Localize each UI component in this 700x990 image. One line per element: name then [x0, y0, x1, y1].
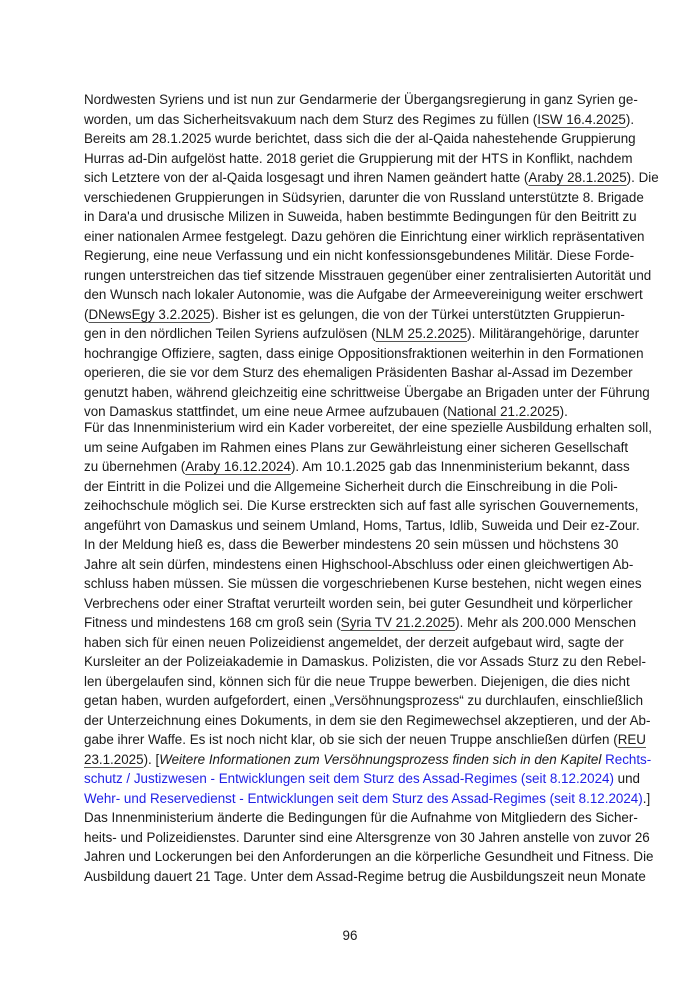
body-text: sich Letztere von der al-Qaida losgesagt und ihren Namen geändert hatte (	[84, 170, 529, 185]
text-line	[84, 652, 646, 672]
body-text: heits- und Polizeidienstes. Darunter sind eine Altersgrenze von 30 Jahren anstelle von zuvor 26	[84, 829, 650, 845]
source-citation-link[interactable]: 23.1.2025	[84, 751, 144, 767]
body-text: gabe ihrer Waffe. Es ist noch nicht klar, ob sie sich der neuen Truppe anschließen dürfen (	[84, 732, 618, 747]
source-citation-link[interactable]: ISW 16.4.2025	[537, 111, 626, 127]
body-text: ).	[559, 404, 568, 419]
body-text: ). Bisher ist es gelungen, die von der Türkei unterstützten Gruppierun-	[210, 306, 625, 322]
body-text: der Unterzeichnung eines Dokuments, in dem sie den Regimewechsel akzeptieren, und der Ab-	[84, 712, 651, 728]
source-citation-link[interactable]: REU	[617, 732, 646, 747]
page-number: 96	[342, 928, 358, 943]
body-text: ). Mehr als 200.000 Menschen	[455, 615, 637, 630]
text-line	[84, 535, 617, 555]
text-line	[84, 730, 646, 750]
source-citation-link[interactable]: National 21.2.2025	[447, 404, 560, 419]
text-line	[84, 168, 659, 188]
body-text: ).	[625, 111, 635, 127]
body-text: schluss haben müssen. Sie müssen die vorgeschriebenen Kurse bestehen, nicht wegen eines	[84, 576, 642, 591]
body-text: haben sich für einen neuen Polizeidienst angemeldet, der derzeit aufgebaut wird, sagte der	[84, 634, 624, 650]
body-text: Ausbildung dauert 21 Tage. Unter dem Assad-Regime betrug die Ausbildungszeit neun Monate	[84, 868, 646, 884]
body-text: ). [	[143, 751, 160, 767]
text-line	[84, 711, 651, 731]
body-text: worden, um das Sicherheitsvakuum nach dem Sturz des Regimes zu füllen (	[84, 111, 538, 127]
text-line	[84, 266, 652, 286]
text-line	[84, 555, 634, 575]
text-line	[84, 90, 638, 110]
body-text: Hurras ad-Din aufgelöst hatte. 2018 geriet die Gruppierung mit der HTS in Konflikt, nachdem	[84, 150, 633, 166]
body-text: (	[84, 306, 89, 322]
body-text: len übergelaufen sind, können sich für die neue Truppe bewerben. Diejenigen, die dies nicht	[84, 673, 630, 689]
body-text: zeihochschule möglich sei. Die Kurse erstreckten sich auf fast alle syrischen Gouvernements,	[84, 498, 639, 513]
body-text: Für das Innenministerium wird ein Kader vorbereitet, der eine spezielle Ausbildung erhalten soll,	[84, 420, 652, 435]
paragraph-interior-ministry	[84, 418, 654, 886]
source-citation-link[interactable]: DNewsEgy 3.2.2025	[88, 306, 211, 322]
body-text: der Eintritt in die Polizei und die Allgemeine Sicherheit durch die Einschreibung in die Poli-	[84, 478, 618, 494]
text-line	[84, 789, 651, 809]
body-text: den Wunsch nach lokaler Autonomie, was die Aufgabe der Armeevereinigung weiter erschwert	[84, 287, 643, 302]
body-text: Kursleiter an der Polizeiakademie in Damaskus. Polizisten, die vor Assads Sturz zu den Rebel-	[84, 654, 646, 669]
text-line	[84, 438, 629, 458]
text-line	[84, 110, 635, 130]
text-line	[84, 847, 654, 867]
body-text: ). Die	[626, 170, 659, 185]
text-line	[84, 383, 650, 403]
body-text: operieren, die sie vor dem Sturz des ehemaligen Präsidenten Bashar al-Assad im Dezember	[84, 365, 633, 380]
body-text: getan haben, wurden aufgefordert, einen „Versöhnungsprozess“ zu durchlaufen, einschließlich	[84, 693, 644, 708]
source-citation-link[interactable]: Syria TV 21.2.2025	[340, 615, 456, 630]
text-line	[84, 750, 652, 770]
text-line	[84, 691, 644, 711]
body-text: Jahren und Lockerungen bei den Anforderungen an die körperliche Gesundheit und Fitness. Die	[84, 849, 654, 864]
text-line	[84, 188, 644, 208]
paragraph-armed-forces	[84, 90, 659, 422]
text-line	[84, 227, 645, 247]
chapter-link[interactable]: schutz / Justizwesen - Entwicklungen seit dem Sturz des Assad-Regimes (seit 8.12.2024)	[84, 771, 614, 786]
text-line	[84, 477, 617, 497]
text-line	[84, 129, 636, 149]
text-line	[84, 207, 637, 227]
text-line	[84, 516, 640, 536]
body-text: einer nationalen Armee festgelegt. Dazu gehören die Einrichtung einer wirklich repräsentativen	[84, 228, 645, 244]
text-line	[84, 305, 625, 325]
text-line	[84, 457, 630, 477]
body-text: genutzt haben, während gleichzeitig eine schrittweise Übergabe an Brigaden unter der Führung	[84, 384, 650, 400]
text-line	[84, 574, 642, 594]
source-citation-link[interactable]: Araby 28.1.2025	[528, 170, 627, 185]
chapter-link[interactable]: Wehr- und Reservedienst - Entwicklungen seit dem Sturz des Assad-Regimes (seit 8.12.2024)	[84, 790, 643, 806]
body-text: angeführt von Damaskus und seinem Umland, Homs, Tartus, Idlib, Suweida und Deir ez-Zour.	[84, 517, 640, 533]
text-line	[84, 828, 650, 848]
text-line	[84, 344, 644, 364]
body-text: ). Am 10.1.2025 gab das Innenministerium bekannt, dass	[290, 459, 630, 474]
italic-note: Weitere Informationen zum Versöhnungsprozess finden sich in den Kapitel	[159, 751, 602, 767]
body-text: Nordwesten Syriens und ist nun zur Gendarmerie der Übergangsregierung in ganz Syrien ge-	[84, 92, 638, 107]
body-text: zu übernehmen (	[84, 459, 186, 474]
body-text: Jahre alt sein dürfen, mindestens einen Highschool-Abschluss oder einen gleichwertigen Ab-	[84, 556, 634, 572]
source-citation-link[interactable]: NLM 25.2.2025	[375, 326, 468, 341]
body-text: in Dara'a und drusische Milizen in Suweida, haben bestimmte Bedingungen für den Beitritt zu	[84, 209, 637, 224]
text-line	[84, 613, 637, 633]
text-line	[84, 418, 652, 438]
body-text: Verbrechens oder einer Straftat verurteilt worden sein, bei guter Gesundheit und körperlicher	[84, 595, 633, 611]
body-text: verschiedenen Gruppierungen in Südsyrien, darunter die von Russland unterstützte 8. Brigade	[84, 189, 644, 205]
body-text: gen in den nördlichen Teilen Syriens aufzulösen (	[84, 326, 376, 341]
body-text: Regierung, eine neue Verfassung und ein nicht konfessionsgebundenes Militär. Diese Forde-	[84, 248, 635, 263]
body-text: hochrangige Offiziere, sagten, dass einige Oppositionsfraktionen weiterhin in den Formationen	[84, 345, 644, 361]
text-line	[84, 594, 633, 614]
text-line	[84, 769, 640, 789]
body-text: von Damaskus stattfindet, um eine neue Armee aufzubauen (	[84, 404, 448, 419]
chapter-link[interactable]: Rechts-	[605, 751, 652, 767]
body-text: In der Meldung hieß es, dass die Bewerber mindestens 20 sein müssen und höchstens 30	[84, 537, 619, 552]
body-text: Bereits am 28.1.2025 wurde berichtet, dass sich die der al-Qaida nahestehende Gruppierung	[84, 131, 636, 146]
body-text: um seine Aufgaben im Rahmen eines Plans zur Gewährleistung einer sicheren Gesellschaft	[84, 439, 629, 455]
body-text: und	[613, 771, 640, 786]
body-text: .]	[642, 790, 651, 806]
body-text: ). Militärangehörige, darunter	[467, 326, 640, 341]
text-line	[84, 633, 624, 653]
text-line	[84, 496, 639, 516]
text-line	[84, 149, 633, 169]
text-line	[84, 808, 638, 828]
text-line	[84, 324, 640, 344]
text-line	[84, 363, 633, 383]
body-text: rungen unterstreichen das tief sitzende Misstrauen gegenüber einer zentralisierten Autorität und	[84, 267, 652, 283]
body-text: Fitness und mindestens 168 cm groß sein (	[84, 615, 341, 630]
text-line	[84, 867, 646, 887]
text-line	[84, 672, 630, 692]
text-line	[84, 285, 643, 305]
body-text: Das Innenministerium änderte die Bedingungen für die Aufnahme von Mitgliedern des Sicher-	[84, 810, 638, 825]
text-line	[84, 246, 635, 266]
source-citation-link[interactable]: Araby 16.12.2024	[185, 459, 291, 474]
